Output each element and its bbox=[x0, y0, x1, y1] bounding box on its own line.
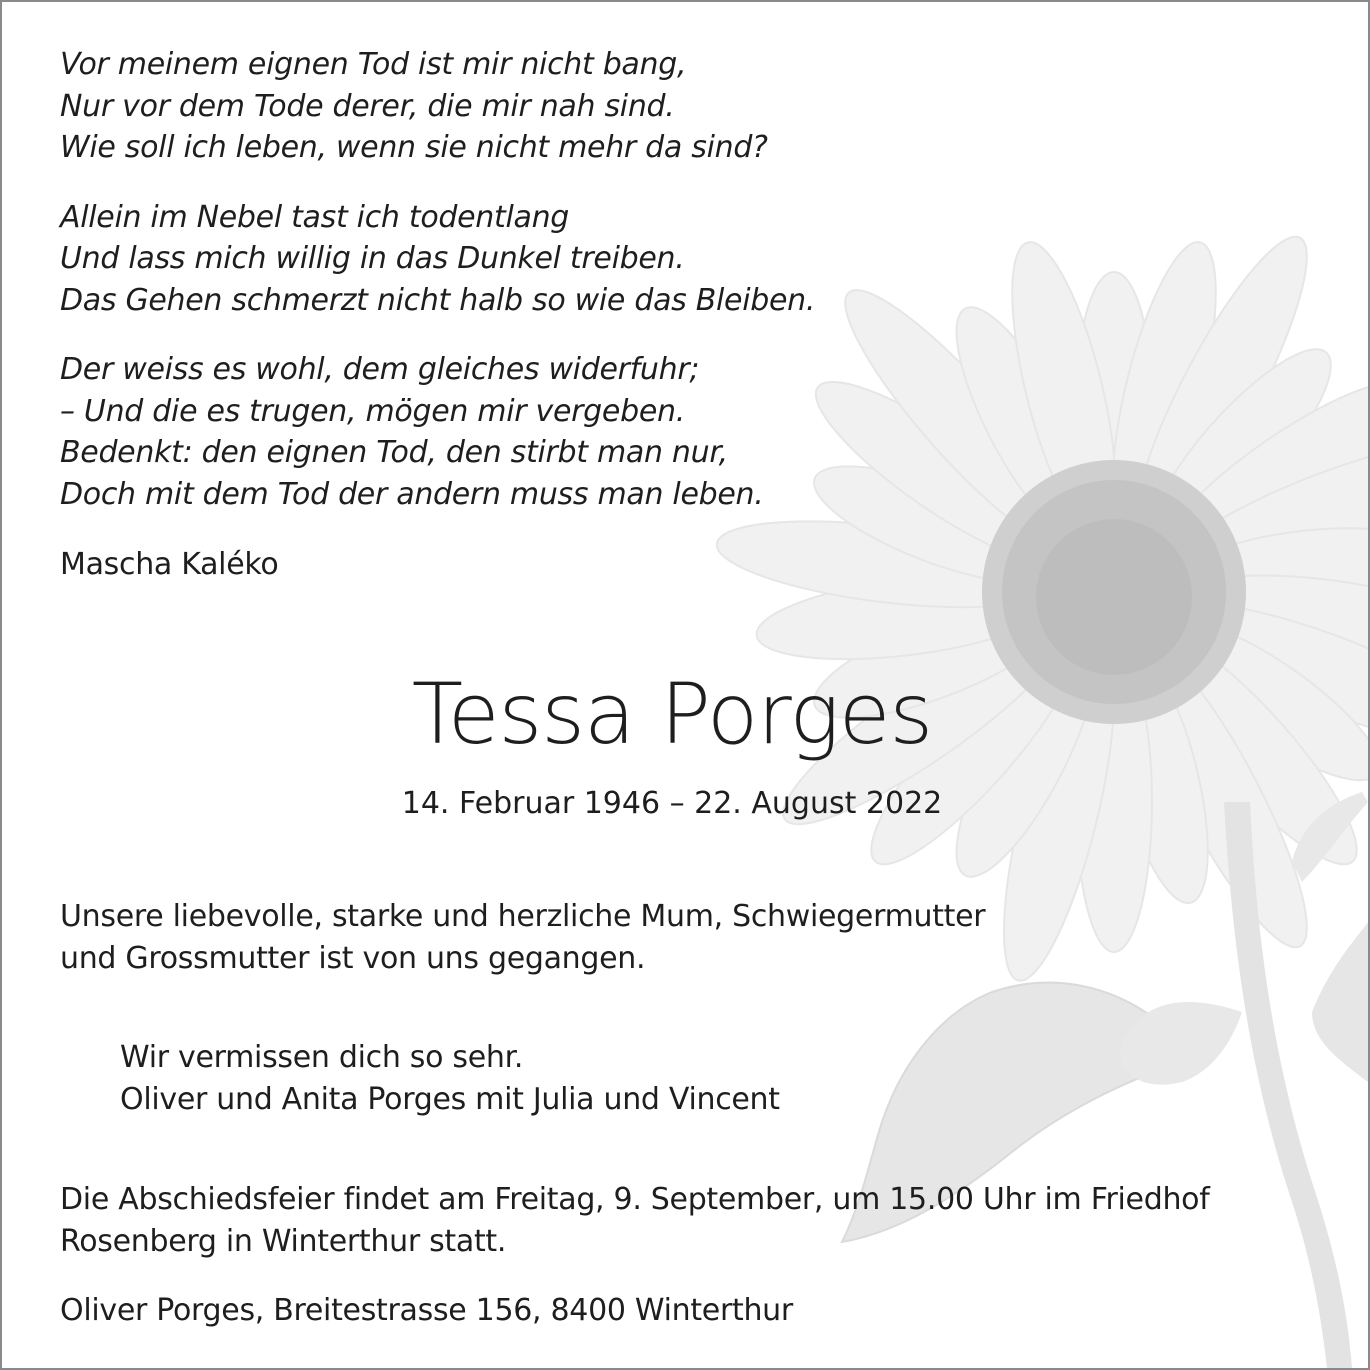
poem-line: Und lass mich willig in das Dunkel treiben. bbox=[60, 241, 685, 276]
life-dates: 14. Februar 1946 – 22. August 2022 bbox=[401, 786, 943, 821]
deceased-name: Tessa Porges bbox=[411, 665, 933, 763]
poem-line: – Und die es trugen, mögen mir vergeben. bbox=[60, 393, 685, 429]
poem-line: Das Gehen schmerzt nicht halb so wie das Bleiben. bbox=[60, 282, 816, 318]
poem-line: Bedenkt: den eignen Tod, den stirbt man nur, bbox=[60, 435, 728, 470]
announcement-message bbox=[60, 896, 985, 979]
poem-line: Der weiss es wohl, dem gleiches widerfuhr; bbox=[60, 352, 700, 387]
contact-address: Oliver Porges, Breitestrasse 156, 8400 Winterthur bbox=[60, 1293, 793, 1328]
poem-line: Allein im Nebel tast ich todentlang bbox=[60, 199, 570, 235]
poem-stanza bbox=[60, 44, 815, 169]
poem-line: Vor meinem eignen Tod ist mir nicht bang, bbox=[60, 47, 687, 82]
poem-stanza bbox=[60, 197, 815, 322]
ceremony-line: Die Abschiedsfeier findet am Freitag, 9. September, um 15.00 Uhr im Friedhof bbox=[60, 1182, 1210, 1217]
poem bbox=[60, 44, 815, 543]
poem-line: Doch mit dem Tod der andern muss man leben. bbox=[60, 476, 764, 512]
ceremony-line: Rosenberg in Winterthur statt. bbox=[60, 1223, 507, 1259]
sunflower-leaf bbox=[1312, 922, 1368, 1082]
signoff-line: Oliver und Anita Porges mit Julia und Vincent bbox=[120, 1081, 780, 1117]
poem-stanza bbox=[60, 349, 815, 515]
message-line: Unsere liebevolle, starke und herzliche Mum, Schwiegermutter bbox=[60, 899, 986, 934]
message-line: und Grossmutter ist von uns gegangen. bbox=[60, 940, 646, 976]
family-signoff bbox=[120, 1037, 780, 1120]
poem-line: Nur vor dem Tode derer, die mir nah sind. bbox=[60, 88, 675, 124]
poem-author: Mascha Kaléko bbox=[60, 547, 279, 582]
ceremony-info bbox=[60, 1179, 1210, 1262]
signoff-line: Wir vermissen dich so sehr. bbox=[120, 1040, 524, 1075]
sunflower-center-core bbox=[1036, 519, 1192, 675]
poem-line: Wie soll ich leben, wenn sie nicht mehr da sind? bbox=[60, 130, 768, 165]
